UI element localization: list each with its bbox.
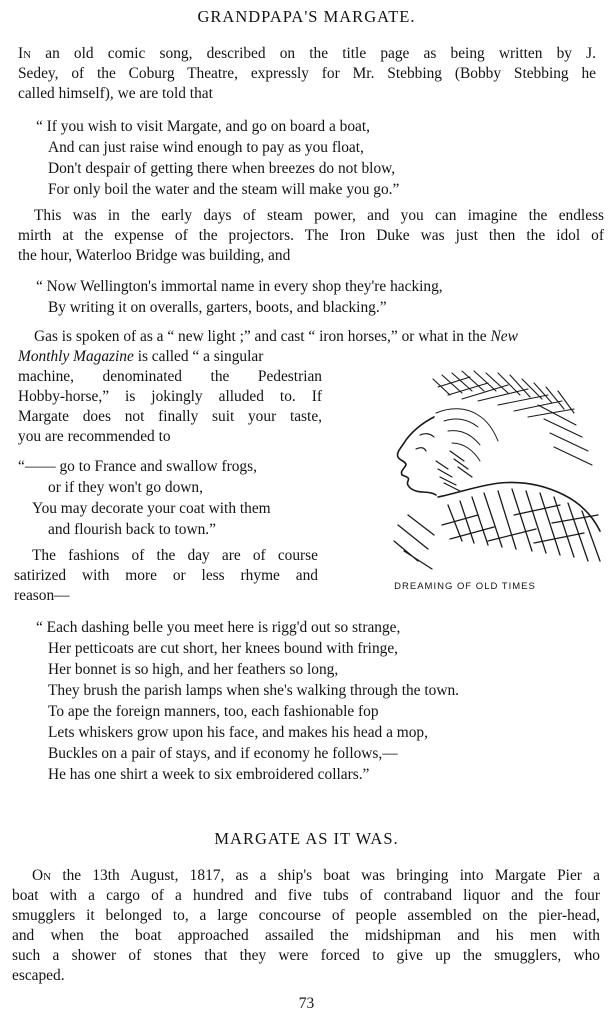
verse-line: Don't despair of getting there when breezes do not blow, bbox=[48, 160, 396, 177]
dreaming-illustration bbox=[338, 365, 608, 575]
italic-text: Monthly Magazine bbox=[18, 348, 134, 365]
verse-line: Her petticoats are cut short, her knees bound with fringe, bbox=[48, 640, 399, 657]
section-heading: MARGATE AS IT WAS. bbox=[214, 829, 399, 848]
verse-line: Her bonnet is so high, and her feathers so long, bbox=[48, 661, 339, 678]
line-text: is called “ a singular bbox=[133, 348, 264, 365]
text-line: such a shower of stones that they were forced to give up the smugglers, who bbox=[12, 947, 600, 964]
text-line: Sedey, of the Coburg Theatre, expressly for Mr. Stebbing (Bobby Stebbing he bbox=[18, 65, 596, 82]
line-text: an old comic song, described on the title page as being written by J. bbox=[45, 45, 596, 62]
text-line: you are recommended to bbox=[18, 428, 171, 445]
verse-line: “ If you wish to visit Margate, and go on board a boat, bbox=[36, 118, 370, 135]
verse-belle bbox=[36, 617, 459, 785]
text-line: mirth at the expense of the projectors. The Iron Duke was just then the idol of bbox=[18, 227, 604, 244]
text-line: machine, denominated the Pedestrian bbox=[18, 368, 322, 385]
text-line: smugglers it belonged to, a large concourse of people assembled on the pier-head, bbox=[12, 907, 600, 924]
text-line: Hobby-horse,” is jokingly alluded to. If bbox=[18, 388, 322, 405]
paragraph-fashions bbox=[14, 546, 318, 606]
verse-line: “—— go to France and swallow frogs, bbox=[18, 458, 257, 475]
drop-word: In bbox=[18, 45, 32, 62]
text-line bbox=[18, 347, 322, 367]
verse-wellington bbox=[36, 276, 443, 318]
verse-line: Lets whiskers grow upon his face, and makes his head a mop, bbox=[48, 724, 428, 741]
verse-line: and flourish back to town.” bbox=[48, 521, 216, 538]
paragraph-steam bbox=[18, 206, 604, 266]
paragraph-smugglers bbox=[12, 866, 600, 986]
text-line: and when the boat approached assailed the midshipman and his men with bbox=[12, 927, 600, 944]
italic-text: New bbox=[490, 328, 518, 345]
verse-line: They brush the parish lamps when she's walking through the town. bbox=[48, 682, 459, 699]
text-line: reason— bbox=[14, 587, 70, 604]
text-line bbox=[18, 327, 602, 347]
verse-line: You may decorate your coat with them bbox=[32, 500, 271, 517]
text-line bbox=[18, 44, 596, 64]
verse-line: He has one shirt a week to six embroidered collars.” bbox=[48, 766, 370, 783]
line-text: Gas is spoken of as a “ new light ;” and cast “ iron horses,” or what in the bbox=[34, 328, 487, 345]
verse-line: “ Now Wellington's immortal name in every shop they're hacking, bbox=[36, 278, 443, 295]
paragraph-gas bbox=[18, 327, 602, 347]
text-line: boat with a cargo of a hundred and five tubs of contraband liquor and the four bbox=[12, 887, 600, 904]
text-line: Margate does not finally suit your taste, bbox=[18, 408, 322, 425]
text-line: The fashions of the day are of course bbox=[32, 547, 318, 564]
text-line bbox=[12, 866, 600, 886]
line-text: the 13th August, 1817, as a ship's boat was bringing into Margate Pier a bbox=[62, 867, 600, 884]
verse-line: or if they won't go down, bbox=[48, 479, 203, 496]
text-line: the hour, Waterloo Bridge was building, and bbox=[18, 247, 291, 264]
verse-france bbox=[18, 456, 271, 540]
text-line: called himself), we are told that bbox=[18, 85, 213, 102]
text-line: escaped. bbox=[12, 967, 65, 984]
paragraph-gas-cont bbox=[18, 347, 322, 447]
verse-line: And can just raise wind enough to pay as you float, bbox=[48, 139, 364, 156]
verse-line: “ Each dashing belle you meet here is rigg'd out so strange, bbox=[36, 619, 401, 636]
verse-line: By writing it on overalls, garters, boots, and blacking.” bbox=[48, 299, 387, 316]
verse-line: To ape the foreign manners, too, each fashionable fop bbox=[48, 703, 379, 720]
paragraph-intro bbox=[18, 44, 596, 104]
verse-song bbox=[36, 116, 399, 200]
verse-line: Buckles on a pair of stays, and if economy he follows,— bbox=[48, 745, 398, 762]
drop-word: On bbox=[32, 867, 52, 884]
text-line: This was in the early days of steam power, and you can imagine the endless bbox=[34, 207, 604, 224]
chapter-heading: GRANDPAPA'S MARGATE. bbox=[197, 7, 416, 26]
figure-caption: DREAMING OF OLD TIMES bbox=[394, 581, 536, 592]
text-line: satirized with more or less rhyme and bbox=[14, 567, 318, 584]
verse-line: For only boil the water and the steam will make you go.” bbox=[48, 181, 400, 198]
page-number: 73 bbox=[298, 995, 315, 1012]
